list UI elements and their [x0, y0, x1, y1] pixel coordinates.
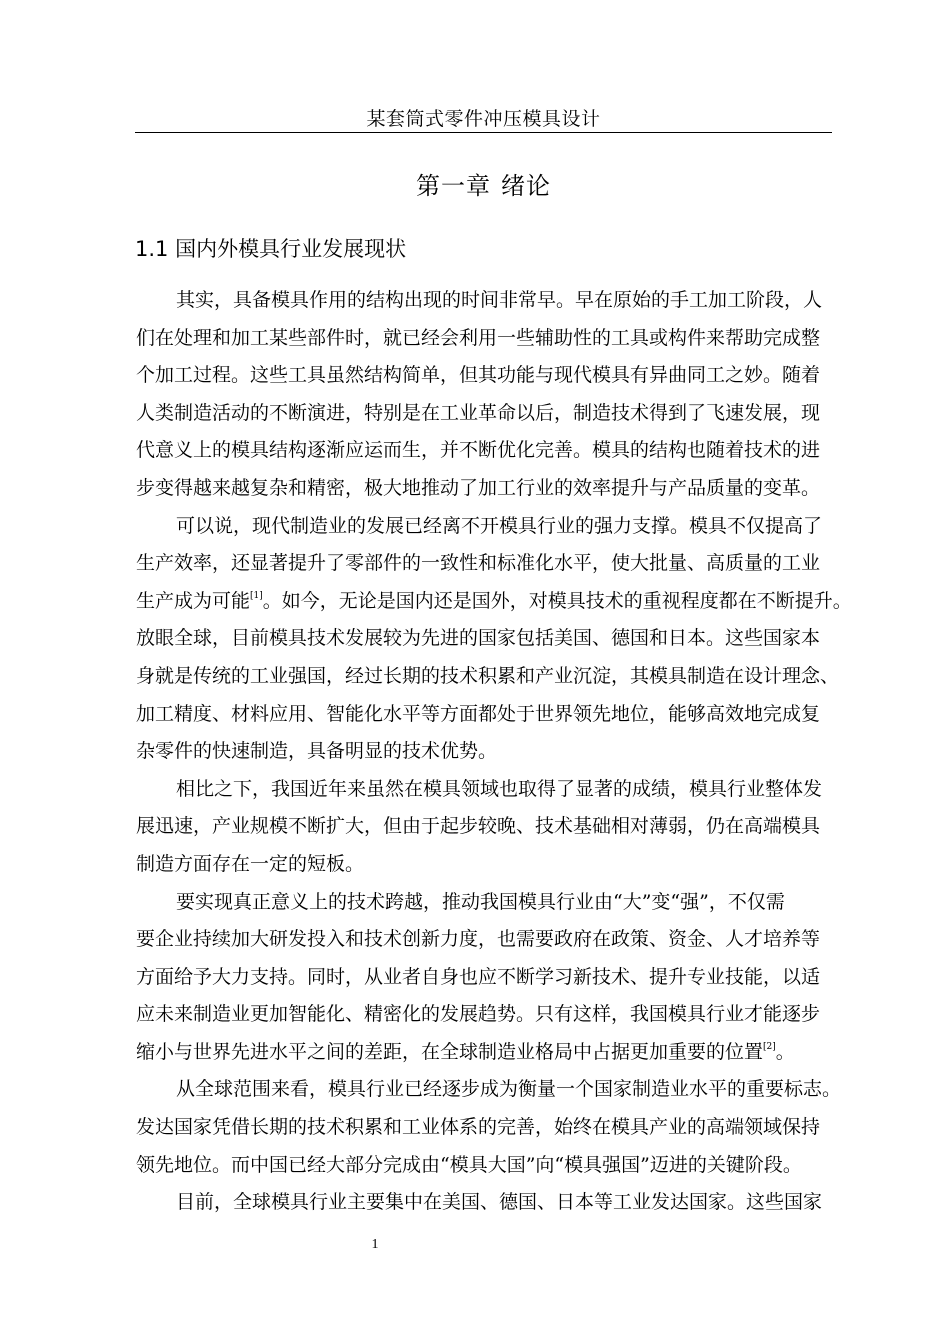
- chapter-title: [135, 170, 832, 202]
- paragraph: [136, 775, 856, 888]
- text-line: 应未来制造业更加智能化、精密化的发展趋势。只有这样，我国模具行业才能逐步: [136, 1003, 821, 1026]
- text-line: 杂零件的快速制造，具备明显的技术优势。: [136, 740, 498, 763]
- text-line: 生产效率，还显著提升了零部件的一致性和标准化水平，使大批量、高质量的工业: [136, 552, 821, 575]
- section-title: 1.1 国内外模具行业发展现状: [135, 237, 407, 261]
- paragraph: [136, 888, 856, 1076]
- text-line: 代意义上的模具结构逐渐应运而生，并不断优化完善。模具的结构也随着技术的进: [136, 439, 821, 462]
- body-text: [136, 286, 856, 1226]
- text-line: 可以说，现代制造业的发展已经离不开模具行业的强力支撑。模具不仅提高了: [176, 514, 823, 537]
- text-segment: 。: [775, 1040, 795, 1063]
- text-line: [136, 1038, 856, 1076]
- text-line: 目前，全球模具行业主要集中在美国、德国、日本等工业发达国家。这些国家: [176, 1191, 823, 1214]
- text-line: 要企业持续加大研发投入和技术创新力度，也需要政府在政策、资金、人才培养等: [136, 928, 821, 951]
- paragraph: [136, 1075, 856, 1188]
- chapter-number: 第一章: [416, 172, 491, 200]
- text-line: 发达国家凭借长期的技术积累和工业体系的完善，始终在模具产业的高端领域保持: [136, 1116, 821, 1139]
- chapter-name: 绪论: [501, 172, 551, 200]
- text-line: 制造方面存在一定的短板。: [136, 852, 365, 875]
- running-header: 某套筒式零件冲压模具设计: [366, 108, 601, 130]
- text-line: 其实，具备模具作用的结构出现的时间非常早。早在原始的手工加工阶段，人: [176, 289, 823, 311]
- text-line: 要实现真正意义上的技术跨越，推动我国模具行业由“大”变“强”，不仅需: [176, 890, 785, 913]
- text-segment: 。如今，无论是国内还是国外，对模具技术的重视程度都在不断提升。: [262, 589, 852, 612]
- text-line: 放眼全球，目前模具技术发展较为先进的国家包括美国、德国和日本。这些国家本: [136, 627, 821, 650]
- paragraph: [136, 512, 856, 775]
- text-line: 人类制造活动的不断演进，特别是在工业革命以后，制造技术得到了飞速发展，现: [136, 401, 821, 424]
- paragraph: [136, 286, 856, 512]
- text-line: 身就是传统的工业强国，经过长期的技术积累和产业沉淀，其模具制造在设计理念、: [136, 664, 840, 687]
- text-segment: 生产成为可能: [136, 589, 251, 612]
- text-line: 步变得越来越复杂和精密，极大地推动了加工行业的效率提升与产品质量的变革。: [136, 476, 821, 499]
- text-line: 个加工过程。这些工具虽然结构简单，但其功能与现代模具有异曲同工之妙。随着: [136, 364, 821, 387]
- text-segment: 缩小与世界先进水平之间的差距，在全球制造业格局中占据更加重要的位置: [136, 1040, 764, 1063]
- paragraph: [136, 1188, 856, 1226]
- header-rule: [135, 132, 832, 133]
- text-line: 领先地位。而中国已经大部分完成由“模具大国”向“模具强国”迈进的关键阶段。: [136, 1153, 802, 1176]
- text-line: 加工精度、材料应用、智能化水平等方面都处于世界领先地位，能够高效地完成复: [136, 702, 821, 725]
- page-number: 1: [371, 1237, 379, 1252]
- text-line: 方面给予大力支持。同时，从业者自身也应不断学习新技术、提升专业技能，以适: [136, 965, 821, 988]
- text-line: 们在处理和加工某些部件时，就已经会利用一些辅助性的工具或构件来帮助完成整: [136, 326, 821, 349]
- text-line: 从全球范围来看，模具行业已经逐步成为衡量一个国家制造业水平的重要标志。: [176, 1078, 842, 1101]
- citation-ref: [2]: [763, 1041, 776, 1052]
- citation-ref: [1]: [250, 590, 263, 601]
- text-line: 展迅速，产业规模不断扩大，但由于起步较晚、技术基础相对薄弱，仍在高端模具: [136, 815, 821, 838]
- text-line: 相比之下，我国近年来虽然在模具领域也取得了显著的成绩，模具行业整体发: [176, 777, 823, 800]
- text-line: [136, 587, 856, 625]
